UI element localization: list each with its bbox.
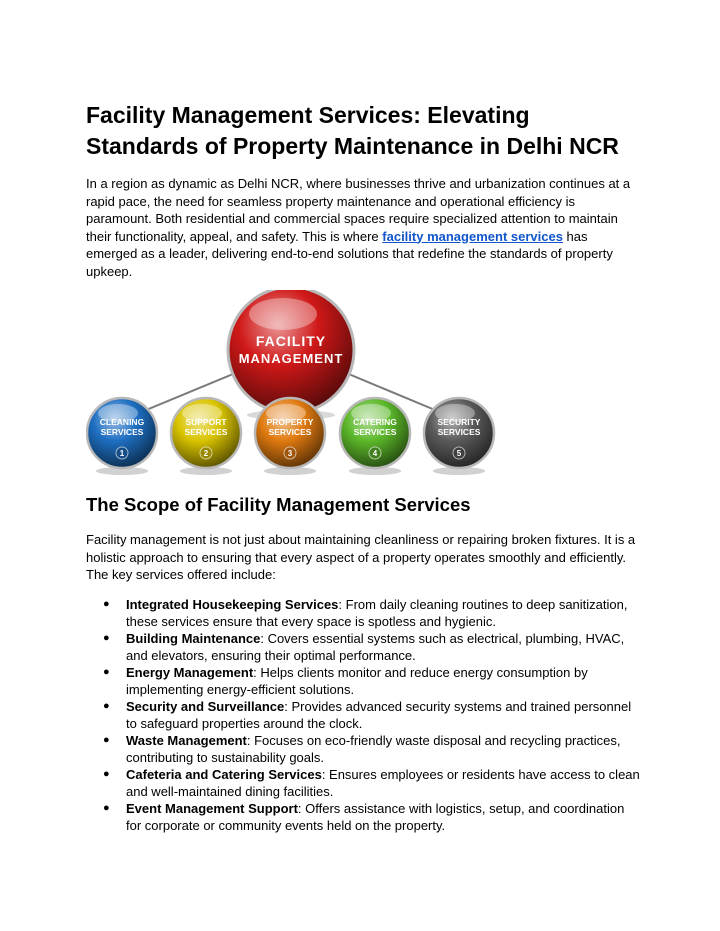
sphere-label-line1: PROPERTY bbox=[266, 417, 314, 427]
service-list-item bbox=[86, 800, 642, 834]
sphere-number: 5 bbox=[456, 449, 462, 458]
service-description: : Provides advanced security systems and trained personnel to safeguard properties around the clock. bbox=[126, 699, 632, 731]
sphere-number: 4 bbox=[372, 449, 378, 458]
center-label-line1: FACILITY bbox=[255, 333, 327, 349]
facility-management-services-link[interactable]: facility management services bbox=[382, 228, 563, 244]
bullet-icon: ● bbox=[103, 700, 110, 712]
service-sphere bbox=[424, 398, 494, 475]
sphere-number: 3 bbox=[287, 449, 293, 458]
bullet-icon: ● bbox=[103, 632, 110, 644]
bullet-icon: ● bbox=[103, 768, 110, 780]
service-sphere bbox=[340, 398, 410, 475]
service-name: Security and Surveillance bbox=[126, 699, 285, 714]
sphere-label-line2: SERVICES bbox=[268, 427, 312, 437]
service-list-item bbox=[86, 766, 642, 800]
bullet-icon: ● bbox=[103, 666, 110, 678]
service-list-item bbox=[86, 732, 642, 766]
intro-text-before-link: In a region as dynamic as Delhi NCR, where businesses thrive and urbanization continues at a rapid pace, the need for seamless property maintenance and operational efficiency is paramount. Both residential and commercial spaces require specialized attention to maintain their functionality, appeal, and safety. This is where bbox=[86, 176, 631, 244]
service-name: Energy Management bbox=[126, 665, 254, 680]
service-sphere bbox=[171, 398, 241, 475]
facility-management-diagram bbox=[86, 290, 506, 480]
sphere-label-line1: CATERING bbox=[353, 417, 397, 427]
service-name: Building Maintenance bbox=[126, 631, 261, 646]
service-description: : Ensures employees or residents have access to clean and well-maintained dining facilities. bbox=[126, 767, 640, 799]
sphere-label-line2: SERVICES bbox=[437, 427, 481, 437]
service-name: Event Management Support bbox=[126, 801, 298, 816]
service-list-item bbox=[86, 664, 642, 698]
service-description: : Focuses on eco-friendly waste disposal and recycling practices, contributing to sustainability goals. bbox=[126, 733, 621, 765]
sphere-label-line1: SUPPORT bbox=[185, 417, 227, 427]
scope-heading: The Scope of Facility Management Services bbox=[86, 494, 471, 515]
bullet-icon: ● bbox=[103, 734, 110, 746]
service-description: : Offers assistance with logistics, setup, and coordination for corporate or community events held on the property. bbox=[126, 801, 625, 833]
bullet-icon: ● bbox=[103, 802, 110, 814]
intro-text-after-link: has emerged as a leader, delivering end-to-end solutions that redefine the standards of property upkeep. bbox=[86, 228, 613, 279]
service-description: : Covers essential systems such as electrical, plumbing, HVAC, and elevators, ensuring their optimal performance. bbox=[126, 631, 625, 663]
service-description: : From daily cleaning routines to deep sanitization, these services ensure that every space is spotless and hygienic. bbox=[126, 597, 628, 629]
sphere-number: 2 bbox=[203, 449, 209, 458]
center-label-line2: MANAGEMENT bbox=[238, 351, 344, 366]
service-name: Waste Management bbox=[126, 733, 247, 748]
sphere-number: 1 bbox=[119, 449, 125, 458]
service-sphere bbox=[87, 398, 157, 475]
sphere-label-line2: SERVICES bbox=[100, 427, 144, 437]
sphere-label-line2: SERVICES bbox=[184, 427, 228, 437]
services-list bbox=[86, 596, 642, 834]
intro-paragraph bbox=[86, 175, 634, 280]
sphere-label-line1: SECURITY bbox=[437, 417, 481, 427]
service-name: Integrated Housekeeping Services bbox=[126, 597, 339, 612]
service-list-item bbox=[86, 698, 642, 732]
bullet-icon: ● bbox=[103, 598, 110, 610]
service-name: Cafeteria and Catering Services bbox=[126, 767, 322, 782]
sphere-label-line1: CLEANING bbox=[99, 417, 145, 427]
service-list-item bbox=[86, 596, 642, 630]
sphere-label-line2: SERVICES bbox=[353, 427, 397, 437]
service-sphere bbox=[255, 398, 325, 475]
service-description: : Helps clients monitor and reduce energy consumption by implementing energy-efficient solutions. bbox=[126, 665, 588, 697]
service-list-item bbox=[86, 630, 642, 664]
page-title: Facility Management Services: Elevating Standards of Property Maintenance in Delhi NCR bbox=[86, 102, 619, 159]
scope-paragraph: Facility management is not just about maintaining cleanliness or repairing broken fixtures. It is a holistic approach to ensuring that every aspect of a property operates smoothly and efficiently. The key services offered include: bbox=[86, 532, 636, 582]
